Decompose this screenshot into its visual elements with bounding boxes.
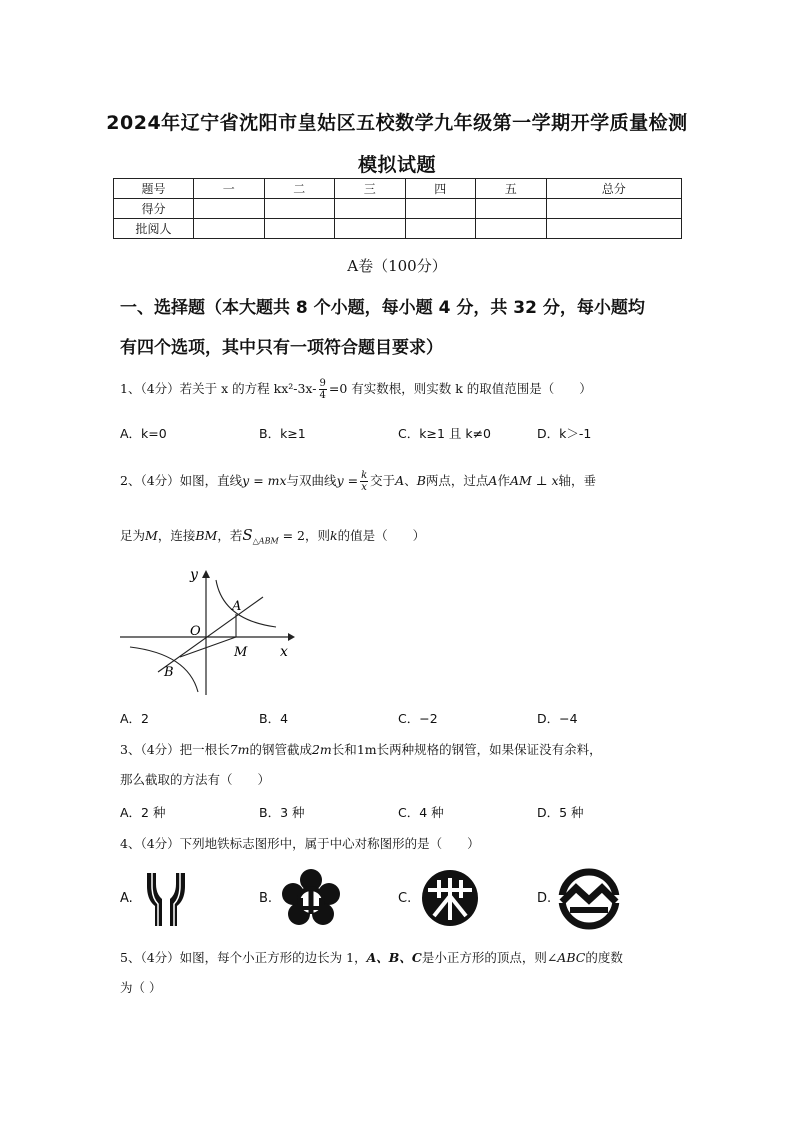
part1-heading-line1: 一、选择题（本大题共 8 个小题，每小题 4 分，共 32 分，每小题均: [120, 298, 645, 318]
q1-suffix: =0 有实数根，则实数 k 的取值范围是（ ）: [328, 381, 592, 396]
score-header-cell: 四: [405, 179, 476, 199]
score-row-label: 批阅人: [114, 219, 194, 239]
exam-title-line2: 模拟试题: [357, 154, 436, 176]
q2-option-c[interactable]: C．−2: [398, 711, 438, 726]
question-5-line2: 为（ ）: [120, 980, 162, 995]
score-cell[interactable]: [476, 199, 547, 219]
score-cell[interactable]: [405, 219, 476, 239]
score-table: [113, 178, 682, 239]
q1-option-b[interactable]: B．k≥1: [259, 426, 306, 441]
q2-text: 两点，过点: [425, 473, 489, 488]
metro-logo-a-icon: [144, 870, 188, 928]
q2-am: AM: [509, 473, 532, 488]
q5-text: 的度数: [585, 950, 623, 965]
q4-option-c[interactable]: C.: [398, 891, 412, 906]
question-2-line2: [120, 525, 680, 552]
q3-option-a[interactable]: A．2 种: [120, 805, 166, 820]
score-cell[interactable]: [546, 219, 682, 239]
q2-text: ，则: [305, 528, 331, 543]
q3-text: 的钢管截成: [249, 742, 312, 757]
score-table-row: [114, 199, 682, 219]
q2-point-b: B: [416, 473, 426, 488]
score-table-header-row: [114, 179, 682, 199]
q3-option-c[interactable]: C．4 种: [398, 805, 444, 820]
x-axis-arrow: [288, 633, 295, 641]
score-table-row: [114, 219, 682, 239]
q2-text: ，连接: [157, 528, 196, 543]
metro-logo-d-icon: [556, 866, 622, 932]
score-cell[interactable]: [405, 199, 476, 219]
score-header-cell: 三: [335, 179, 406, 199]
question-1: [120, 378, 680, 401]
q5-abc: ABC: [557, 950, 586, 965]
score-header-cell: 五: [476, 179, 547, 199]
q3-text: 长和: [331, 742, 357, 757]
q4-option-d[interactable]: D.: [537, 891, 552, 906]
part1-heading-line2: 有四个选项，其中只有一项符合题目要求）: [120, 338, 443, 358]
q2-option-b[interactable]: B．4: [259, 711, 289, 726]
q4-option-a[interactable]: A.: [120, 891, 133, 906]
q2-text: 2、（4分）如图，直线: [120, 473, 243, 488]
q2-text: 作: [497, 473, 510, 488]
q2-sep: 、: [404, 473, 417, 488]
score-header-cell: 总分: [546, 179, 682, 199]
q2-point-a2: A: [488, 473, 498, 488]
q2-frac-num: k: [361, 470, 368, 481]
score-cell[interactable]: [546, 199, 682, 219]
q1-frac-num: 9: [319, 378, 326, 389]
q2-text: 足为: [120, 528, 146, 543]
hyperbola-branch-1: [216, 580, 276, 627]
q2-s: S: [242, 526, 253, 544]
q1-option-d[interactable]: D．k＞-1: [537, 426, 592, 441]
q5-text: 是小正方形的顶点，则∠: [421, 950, 558, 965]
q5-points: A、B、C: [366, 950, 422, 965]
q2-text: 的值是（ ）: [337, 528, 426, 543]
y-axis-arrow: [202, 570, 210, 578]
score-cell[interactable]: [264, 219, 335, 239]
section-a-title: A卷（100分）: [347, 257, 447, 275]
score-cell[interactable]: [476, 219, 547, 239]
q2-bm: BM: [195, 528, 218, 543]
q2-s-sub: △ABM: [252, 536, 279, 546]
score-header-cell: 题号: [114, 179, 194, 199]
question-3-line2: 那么截取的方法有（ ）: [120, 772, 271, 787]
question-3-line1: [120, 740, 680, 760]
q2-text: 与双曲线: [286, 473, 337, 488]
score-header-cell: 一: [194, 179, 265, 199]
q3-option-d[interactable]: D．5 种: [537, 805, 584, 820]
q3-text: 长两种规格的钢管，如果保证没有余料，: [376, 742, 602, 757]
q3-v1: 7m: [229, 742, 250, 757]
q2-figure: [118, 562, 298, 697]
q2-option-d[interactable]: D．−4: [537, 711, 578, 726]
metro-logo-c-icon: [420, 868, 480, 928]
q2-perp: ⊥ x: [531, 473, 559, 488]
q2-frac-den: x: [361, 482, 367, 493]
label-y: y: [190, 567, 198, 583]
score-cell[interactable]: [335, 199, 406, 219]
q2-fraction: [360, 470, 368, 493]
q3-v2: 2m: [311, 742, 332, 757]
q2-eq2-lhs: y =: [336, 473, 359, 488]
q1-prefix: 1、（4分）若关于 x 的方程 kx²-3x-: [120, 381, 317, 396]
question-5-line1: [120, 948, 680, 968]
score-cell[interactable]: [194, 199, 265, 219]
q1-frac-den: 4: [319, 390, 326, 401]
q1-option-a[interactable]: A．k=0: [120, 426, 167, 441]
segment-bm: [180, 637, 236, 657]
label-o: O: [190, 624, 201, 639]
q2-point-a: A: [395, 473, 405, 488]
q2-eq-val: = 2: [278, 528, 306, 543]
q2-text: 轴，垂: [558, 473, 597, 488]
score-cell[interactable]: [194, 219, 265, 239]
score-cell[interactable]: [335, 219, 406, 239]
q3-text: 3、（4分）把一根长: [120, 742, 230, 757]
q3-option-b[interactable]: B．3 种: [259, 805, 305, 820]
q2-k: k: [330, 528, 338, 543]
q2-text: ，若: [217, 528, 243, 543]
q1-fraction: [319, 378, 327, 401]
score-row-label: 得分: [114, 199, 194, 219]
question-4: 4、（4分）下列地铁标志图形中，属于中心对称图形的是（ ）: [120, 836, 480, 851]
score-cell[interactable]: [264, 199, 335, 219]
label-a: A: [232, 599, 242, 614]
q2-option-a[interactable]: A．2: [120, 711, 150, 726]
q1-option-c[interactable]: C．k≥1 且 k≠0: [398, 426, 492, 441]
q3-v3: 1m: [356, 742, 377, 757]
label-m: M: [234, 645, 248, 660]
question-2-line1: [120, 470, 680, 493]
exam-title-line1: 2024年辽宁省沈阳市皇姑区五校数学九年级第一学期开学质量检测: [106, 112, 688, 134]
score-header-cell: 二: [264, 179, 335, 199]
label-b: B: [164, 665, 174, 680]
metro-logo-b-icon: [280, 868, 342, 930]
label-x: x: [280, 644, 288, 660]
q2-m: M: [145, 528, 158, 543]
q2-eq1: y = mx: [242, 473, 287, 488]
q5-text: 5、（4分）如图，每个小正方形的边长为 1，: [120, 950, 367, 965]
q2-text: 交于: [370, 473, 396, 488]
q4-option-b[interactable]: B.: [259, 891, 273, 906]
